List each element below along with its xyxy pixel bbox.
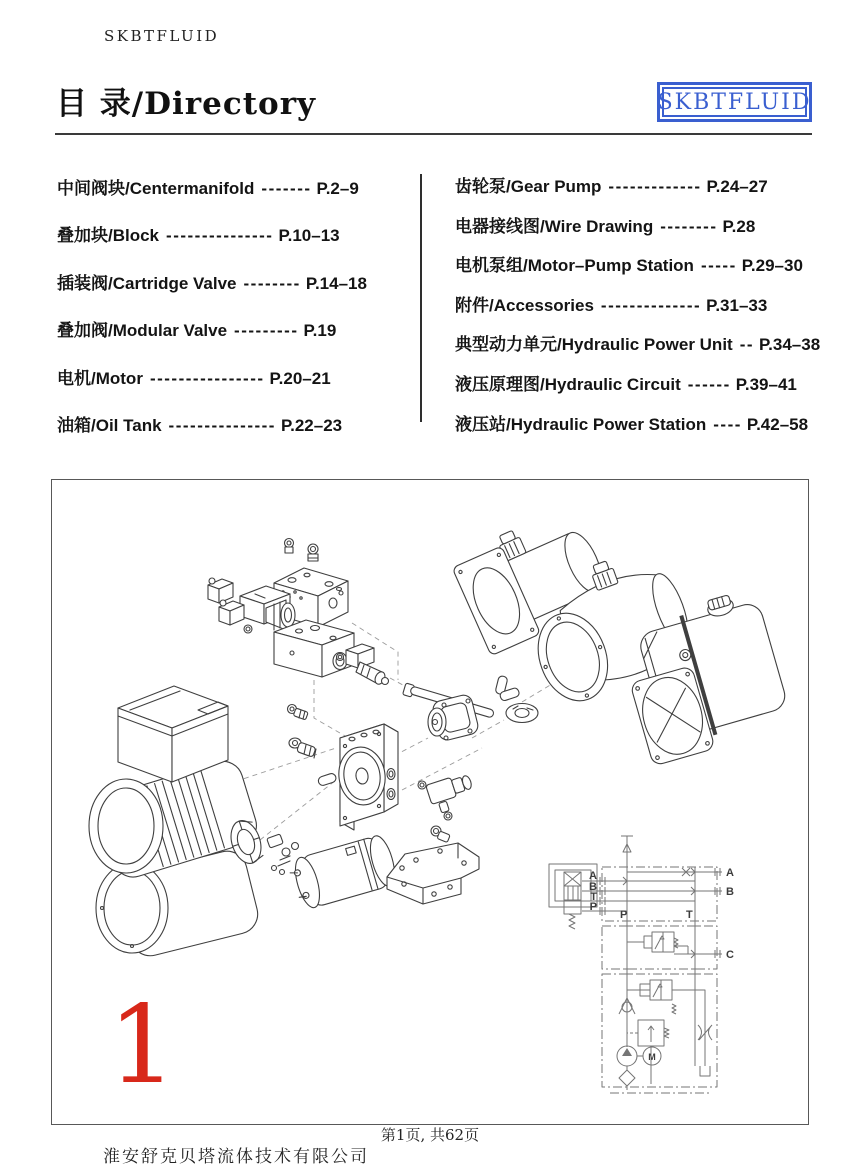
directory-entry-leader: -------- [243, 273, 301, 293]
directory-entry-label: 齿轮泵/Gear Pump [455, 177, 602, 196]
directory-entry-leader: --------- [234, 321, 299, 341]
exploded-view-drawing [52, 480, 805, 1122]
directory-entry-page: P.39–41 [735, 374, 797, 394]
directory-entry [57, 316, 419, 363]
directory-entry [57, 174, 419, 221]
directory-entry-leader: -------------- [600, 295, 702, 315]
directory-entry-label: 油箱/Oil Tank [57, 415, 162, 435]
elbow-fitting-drawing [495, 675, 538, 722]
directory-entry [455, 410, 827, 450]
directory-entry-page: P.28 [722, 216, 756, 236]
directory-entry-leader: -------- [660, 216, 718, 236]
port-label-left-p: P [589, 901, 597, 913]
directory-entry [455, 330, 827, 370]
directory-entry [455, 251, 827, 291]
directory-entry-label: 电器接线图/Wire Drawing [455, 216, 654, 236]
directory-right-column [455, 172, 827, 449]
port-label-inner-t: T [686, 909, 693, 921]
column-divider [420, 174, 422, 422]
directory-entry-page: P.2–9 [316, 179, 359, 198]
directory-entry-leader: ------- [261, 179, 312, 198]
directory-entry-leader: --------------- [166, 226, 274, 246]
directory-entry-leader: ---------------- [149, 368, 265, 388]
brand-logo-box [657, 82, 812, 122]
directory-entry [57, 364, 419, 411]
page-title: 目 录/Directory [56, 86, 317, 122]
directory-entry-label: 中间阀块/Centermanifold [57, 179, 255, 198]
directory-entry-page: P.10–13 [278, 226, 340, 246]
brand-top-label: SKBTFLUID [104, 27, 220, 45]
port-label-right-b: B [726, 886, 734, 898]
port-label-left-b: B [589, 881, 597, 893]
hydraulic-schematic [549, 836, 734, 1093]
directory-entry-page: P.24–27 [706, 177, 768, 196]
directory-entry-label: 液压原理图/Hydraulic Circuit [455, 374, 681, 394]
directory-entry-page: P.22–23 [280, 415, 343, 435]
directory-entry-label: 液压站/Hydraulic Power Station [455, 414, 707, 434]
mounting-plate-drawing [335, 724, 398, 830]
header-rule [55, 133, 812, 135]
directory-entry-page: P.20–21 [269, 368, 331, 388]
directory-entry [455, 291, 827, 331]
directory-entry-page: P.29–30 [741, 256, 803, 276]
oil-tanks-drawing [448, 504, 794, 766]
directory-entry [57, 411, 419, 458]
directory-entry [455, 172, 827, 212]
directory-entry-label: 电机泵组/Motor–Pump Station [455, 256, 694, 276]
directory-entry [57, 269, 419, 316]
motor-symbol-label: M [648, 1052, 656, 1062]
directory-entry [455, 370, 827, 410]
directory-entry-label: 叠加块/Block [57, 226, 160, 246]
brand-logo-text: SKBTFLUID [662, 87, 807, 117]
directory-entry-page: P.34–38 [759, 335, 821, 355]
port-label-left-t: T [590, 891, 597, 903]
directory-entry-leader: --------------- [168, 415, 276, 435]
directory-entry-label: 附件/Accessories [455, 295, 594, 315]
port-label-left-a: A [589, 870, 597, 882]
port-label-right-c: C [726, 949, 734, 961]
directory-entry-label: 典型动力单元/Hydraulic Power Unit [455, 335, 733, 355]
directory-entry-label: 叠加阀/Modular Valve [57, 321, 228, 341]
figure-frame [51, 479, 809, 1125]
port-label-right-a: A [726, 867, 734, 879]
directory-entry-label: 插装阀/Cartridge Valve [57, 273, 237, 293]
directory-entry-page: P.14–18 [305, 273, 367, 293]
directory-entry-leader: ------------- [608, 177, 702, 196]
bracket-drawing [387, 843, 479, 904]
directory-entry [57, 221, 419, 268]
directory-entry-leader: -- [739, 335, 755, 355]
directory-entry-leader: ------ [687, 374, 731, 394]
directory-entry-leader: ---- [713, 414, 742, 434]
directory-left-column [57, 174, 419, 458]
motor-drawing [89, 686, 299, 960]
port-label-inner-p: P [620, 909, 628, 921]
directory-entry [455, 212, 827, 252]
dc-motor-drawing [287, 833, 399, 911]
page-number: 第1页, 共62页 [380, 1126, 480, 1144]
directory-entry-page: P.42–58 [746, 414, 809, 434]
directory-entry-label: 电机/Motor [57, 368, 143, 388]
directory-entry-page: P.19 [303, 321, 337, 341]
valve-manifold-drawing [208, 539, 494, 719]
directory-entry-leader: ----- [700, 256, 737, 276]
figure-number: 1 [108, 983, 177, 1108]
directory-entry-page: P.31–33 [706, 295, 768, 315]
company-name: 淮安舒克贝塔流体技术有限公司 [103, 1147, 369, 1167]
